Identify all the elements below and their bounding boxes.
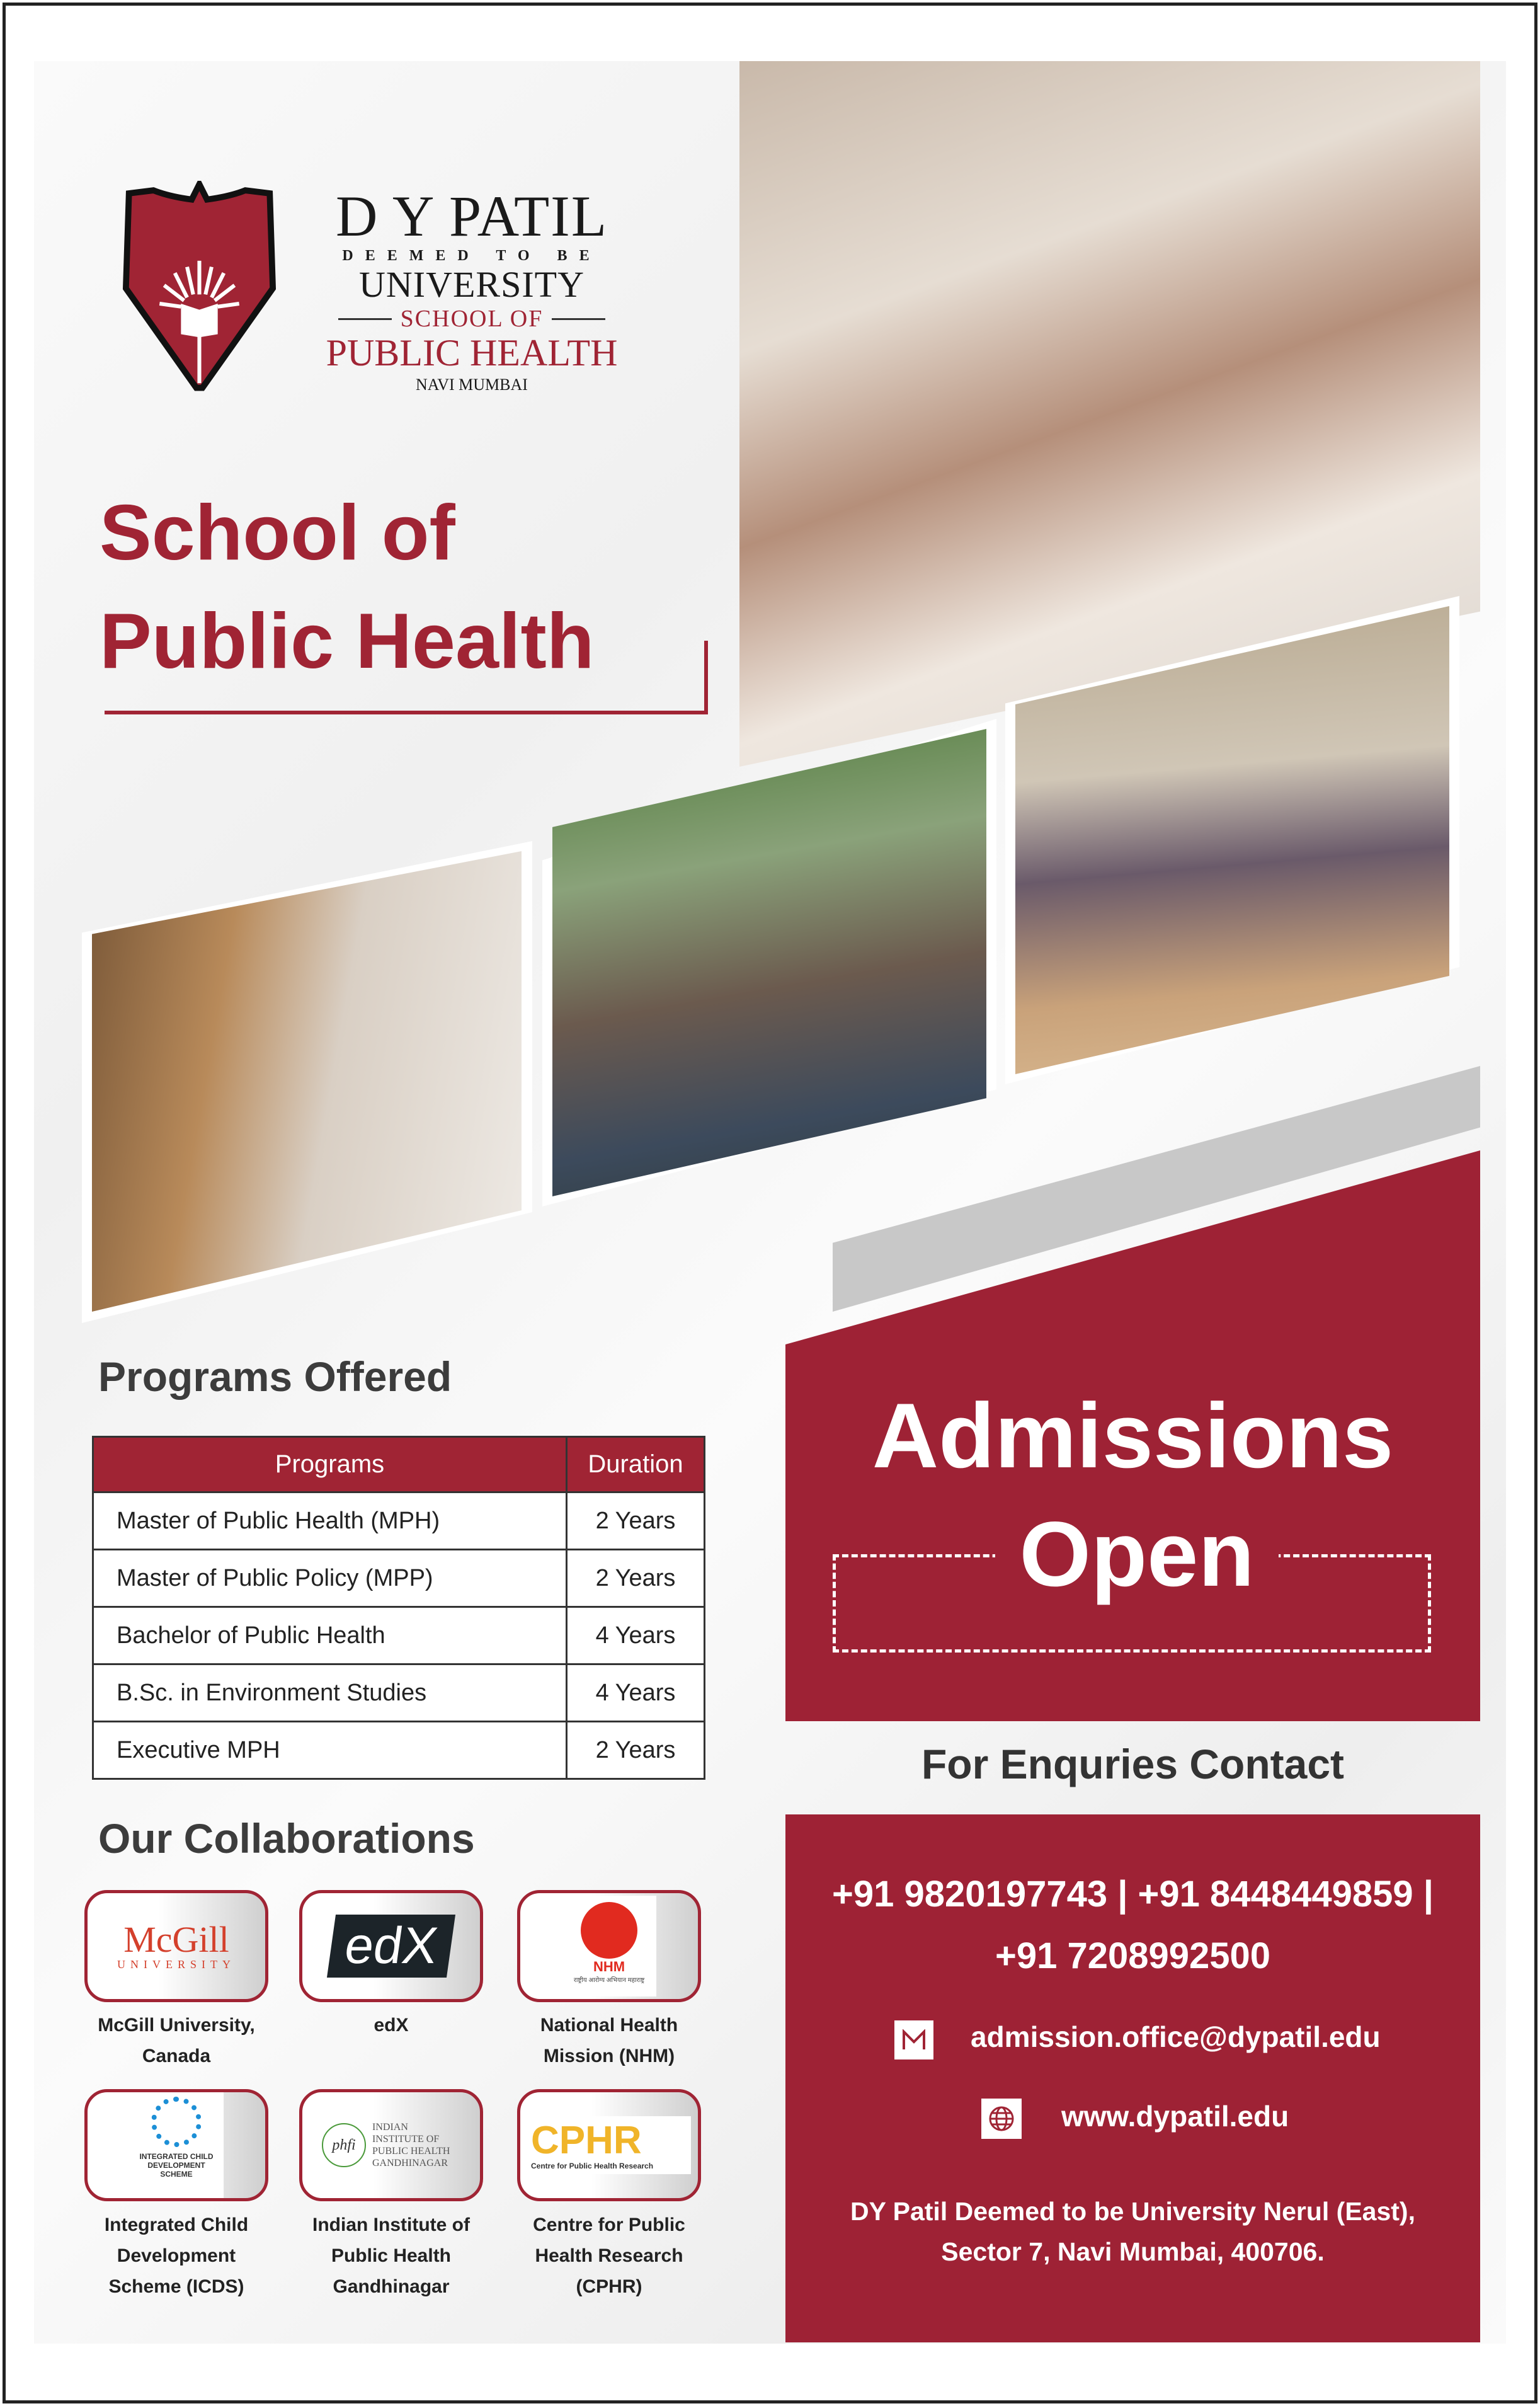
nhm-logo xyxy=(562,1896,656,1996)
program-duration: 2 Years xyxy=(567,1722,705,1779)
logo-subtext: Centre for Public Health Research xyxy=(531,2162,654,2170)
logo-text: phfi xyxy=(322,2123,366,2167)
logo-subtext: राष्ट्रीय आरोग्य अभियान महाराष्ट्र xyxy=(573,1977,645,1984)
logo-line: PUBLIC HEALTH xyxy=(326,332,618,374)
collab-label-cphr xyxy=(505,2209,713,2302)
program-name: Master of Public Policy (MPP) xyxy=(93,1550,567,1607)
globe-icon xyxy=(981,2099,1022,2139)
enquiries-heading: For Enquries Contact xyxy=(921,1741,1345,1787)
title-line: School of xyxy=(100,490,455,576)
mcgill-logo xyxy=(117,1918,236,1971)
collab-label-mcgill xyxy=(72,2010,280,2071)
collab-label-icds xyxy=(72,2209,280,2302)
open-heading: Open xyxy=(995,1501,1279,1607)
table-header xyxy=(93,1437,705,1492)
title-line: Public Health xyxy=(100,598,595,685)
email-link[interactable]: admission.office@dypatil.edu xyxy=(971,2020,1381,2053)
email-icon xyxy=(894,2020,933,2059)
admissions-heading: Admissions xyxy=(872,1384,1394,1487)
label-line: Canada xyxy=(142,2046,211,2066)
program-duration: 2 Years xyxy=(567,1550,705,1607)
nhm-logo-card xyxy=(517,1890,701,2002)
program-name: Master of Public Health (MPH) xyxy=(93,1492,567,1550)
logo-line: NAVI MUMBAI xyxy=(416,375,528,394)
logo-school-of: SCHOOL OF xyxy=(400,306,544,332)
title-underline xyxy=(105,711,708,714)
label-line: Development xyxy=(117,2245,236,2266)
logo-text: CPHR xyxy=(531,2119,642,2162)
mcgill-logo-card xyxy=(84,1890,268,2002)
edx-logo-card xyxy=(299,1890,483,2002)
cphr-logo xyxy=(527,2116,691,2174)
logo-text: INTEGRATED CHILD DEVELOPMENT SCHEME xyxy=(139,2152,214,2179)
label-line: Mission (NHM) xyxy=(543,2046,675,2066)
logo-line xyxy=(314,304,629,333)
program-duration: 4 Years xyxy=(567,1607,705,1664)
logo-line: DEEMED TO BE xyxy=(342,248,602,264)
label-line: (CPHR) xyxy=(576,2276,642,2297)
logo-subtext: UNIVERSITY xyxy=(117,1957,236,1971)
table-row xyxy=(93,1722,705,1779)
logo-line: UNIVERSITY xyxy=(359,264,585,305)
label-line: National Health xyxy=(540,2015,678,2036)
cphr-logo-card xyxy=(517,2089,701,2201)
program-duration: 4 Years xyxy=(567,1664,705,1722)
column-header: Programs xyxy=(93,1437,567,1492)
website-link[interactable]: www.dypatil.edu xyxy=(1061,2100,1289,2133)
phone-numbers[interactable]: +91 9820197743 | +91 8448449859 | xyxy=(832,1874,1434,1915)
programs-heading: Programs Offered xyxy=(98,1353,452,1400)
address-line: DY Patil Deemed to be University Nerul (East), xyxy=(850,2197,1415,2226)
table-row xyxy=(93,1664,705,1722)
program-name: B.Sc. in Environment Studies xyxy=(93,1664,567,1722)
table-row xyxy=(93,1607,705,1664)
label-line: Integrated Child xyxy=(104,2214,249,2235)
label-line: Health Research xyxy=(535,2245,683,2266)
table-row xyxy=(93,1550,705,1607)
label-line: McGill University, xyxy=(98,2015,255,2036)
collab-label-edx xyxy=(287,2010,495,2041)
logo-text: McGill xyxy=(123,1918,229,1960)
collaborations-heading: Our Collaborations xyxy=(98,1815,475,1862)
program-name: Executive MPH xyxy=(93,1722,567,1779)
page-title xyxy=(100,479,594,696)
collab-label-iiphg xyxy=(287,2209,495,2302)
iiphg-logo-card xyxy=(299,2089,483,2201)
university-wordmark xyxy=(314,186,629,398)
table-row xyxy=(93,1492,705,1550)
address-line: Sector 7, Navi Mumbai, 400706. xyxy=(941,2237,1325,2266)
collab-label-nhm xyxy=(505,2010,713,2071)
phone-number[interactable]: +91 7208992500 xyxy=(995,1935,1271,1976)
icds-logo-card xyxy=(84,2089,268,2201)
title-underline-bracket xyxy=(704,641,708,714)
label-line: Scheme (ICDS) xyxy=(108,2276,244,2297)
icds-logo xyxy=(129,2092,224,2199)
logo-subtext: INDIAN INSTITUTE OF PUBLIC HEALTH GANDHINAGAR xyxy=(372,2122,450,2168)
address xyxy=(785,2191,1480,2272)
program-name: Bachelor of Public Health xyxy=(93,1607,567,1664)
edx-logo: edX xyxy=(327,1915,455,1978)
logo-line: D Y PATIL xyxy=(335,184,608,248)
label-line: Gandhinagar xyxy=(333,2276,450,2297)
university-shield-logo xyxy=(123,181,276,391)
iiphg-logo xyxy=(322,2121,460,2169)
label-line: Public Health xyxy=(331,2245,452,2266)
programs-table xyxy=(92,1436,705,1780)
label-line: edX xyxy=(374,2015,409,2036)
column-header: Duration xyxy=(567,1437,705,1492)
label-line: Centre for Public xyxy=(533,2214,685,2235)
logo-text: NHM xyxy=(593,1959,625,1974)
program-duration: 2 Years xyxy=(567,1492,705,1550)
label-line: Indian Institute of xyxy=(312,2214,470,2235)
